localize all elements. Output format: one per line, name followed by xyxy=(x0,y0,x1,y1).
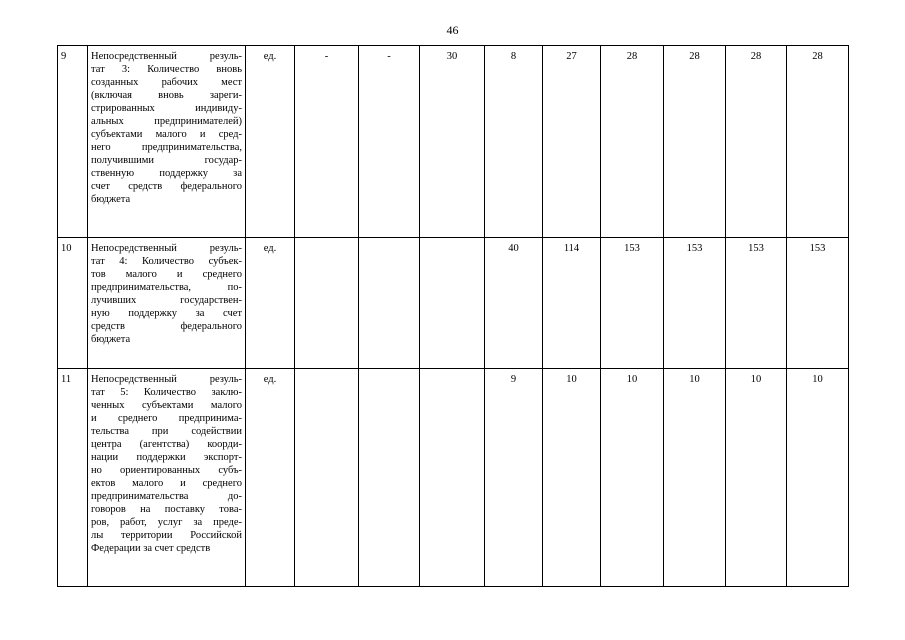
indicators-table xyxy=(57,45,849,587)
value-cell: 153 xyxy=(664,238,726,369)
indicator-name-line: ную поддержку за счет xyxy=(91,308,242,319)
indicator-name-line: предпринимательства, по- xyxy=(91,282,242,293)
value-cell xyxy=(420,238,485,369)
value-cell xyxy=(420,369,485,587)
value-cell: 9 xyxy=(485,369,543,587)
indicator-name-line: него предпринимательства, xyxy=(91,142,242,153)
value-cell: 153 xyxy=(787,238,849,369)
value-cell: - xyxy=(359,46,420,238)
value-cell xyxy=(359,238,420,369)
value-cell: 114 xyxy=(543,238,601,369)
indicator-name-line: счет средств федерального xyxy=(91,181,242,192)
value-cell: - xyxy=(295,46,359,238)
value-cell: 10 xyxy=(601,369,664,587)
unit-cell: ед. xyxy=(246,369,295,587)
row-number: 10 xyxy=(58,238,88,369)
value-cell: 10 xyxy=(787,369,849,587)
unit-cell: ед. xyxy=(246,238,295,369)
value-cell: 10 xyxy=(543,369,601,587)
indicator-name-line: ров, работ, услуг за преде- xyxy=(91,517,242,528)
value-cell: 40 xyxy=(485,238,543,369)
indicator-name-line: альных предпринимателей) xyxy=(91,116,242,127)
value-cell: 153 xyxy=(726,238,787,369)
indicator-name-line: ченных субъектами малого xyxy=(91,400,242,411)
indicator-name-line: Непосредственный резуль- xyxy=(91,374,242,385)
table-row xyxy=(58,238,849,369)
indicator-name-line: тат 5: Количество заклю- xyxy=(91,387,242,398)
indicator-name-line: и среднего предпринима- xyxy=(91,413,242,424)
indicator-name-line: лы территории Российской xyxy=(91,530,242,541)
table-row xyxy=(58,46,849,238)
value-cell: 8 xyxy=(485,46,543,238)
row-number: 9 xyxy=(58,46,88,238)
value-cell: 28 xyxy=(787,46,849,238)
value-cell: 27 xyxy=(543,46,601,238)
indicator-name-line: ственную поддержку за xyxy=(91,168,242,179)
indicator-name-line: Федерации за счет средств xyxy=(91,543,211,554)
page-number: 46 xyxy=(446,23,459,37)
indicator-name-line: получившими государ- xyxy=(91,155,242,166)
value-cell: 28 xyxy=(726,46,787,238)
value-cell: 28 xyxy=(601,46,664,238)
indicator-name-line: говоров на поставку това- xyxy=(91,504,242,515)
indicator-name-line: стрированных индивиду- xyxy=(91,103,242,114)
value-cell xyxy=(295,238,359,369)
table-row xyxy=(58,369,849,587)
indicator-name-line: тат 4: Количество субъек- xyxy=(91,256,242,267)
indicator-name-line: тат 3: Количество вновь xyxy=(91,64,242,75)
table-body xyxy=(58,46,849,587)
indicator-name-line: но ориентированных субъ- xyxy=(91,465,242,476)
indicator-name xyxy=(88,238,246,369)
value-cell: 30 xyxy=(420,46,485,238)
indicator-name-line: субъектами малого и сред- xyxy=(91,129,242,140)
indicator-name-line: средств федерального xyxy=(91,321,242,332)
indicator-name-line: созданных рабочих мест xyxy=(91,77,242,88)
value-cell xyxy=(359,369,420,587)
indicator-name-line: нации поддержки экспорт- xyxy=(91,452,242,463)
value-cell: 10 xyxy=(726,369,787,587)
indicator-name xyxy=(88,369,246,587)
indicator-name-line: центра (агентства) коорди- xyxy=(91,439,242,450)
row-number: 11 xyxy=(58,369,88,587)
indicator-name xyxy=(88,46,246,238)
indicator-name-line: тов малого и среднего xyxy=(91,269,242,280)
value-cell: 10 xyxy=(664,369,726,587)
indicator-name-line: бюджета xyxy=(91,194,131,205)
indicator-name-line: (включая вновь зареги- xyxy=(91,90,242,101)
indicator-name-line: Непосредственный резуль- xyxy=(91,243,242,254)
indicator-name-line: лучивших государствен- xyxy=(91,295,242,306)
value-cell: 28 xyxy=(664,46,726,238)
indicator-name-line: ектов малого и среднего xyxy=(91,478,242,489)
indicator-name-line: бюджета xyxy=(91,334,131,345)
indicator-name-line: предпринимательства до- xyxy=(91,491,242,502)
indicator-name-line: тельства при содействии xyxy=(91,426,242,437)
indicator-name-line: Непосредственный резуль- xyxy=(91,51,242,62)
value-cell: 153 xyxy=(601,238,664,369)
unit-cell: ед. xyxy=(246,46,295,238)
value-cell xyxy=(295,369,359,587)
